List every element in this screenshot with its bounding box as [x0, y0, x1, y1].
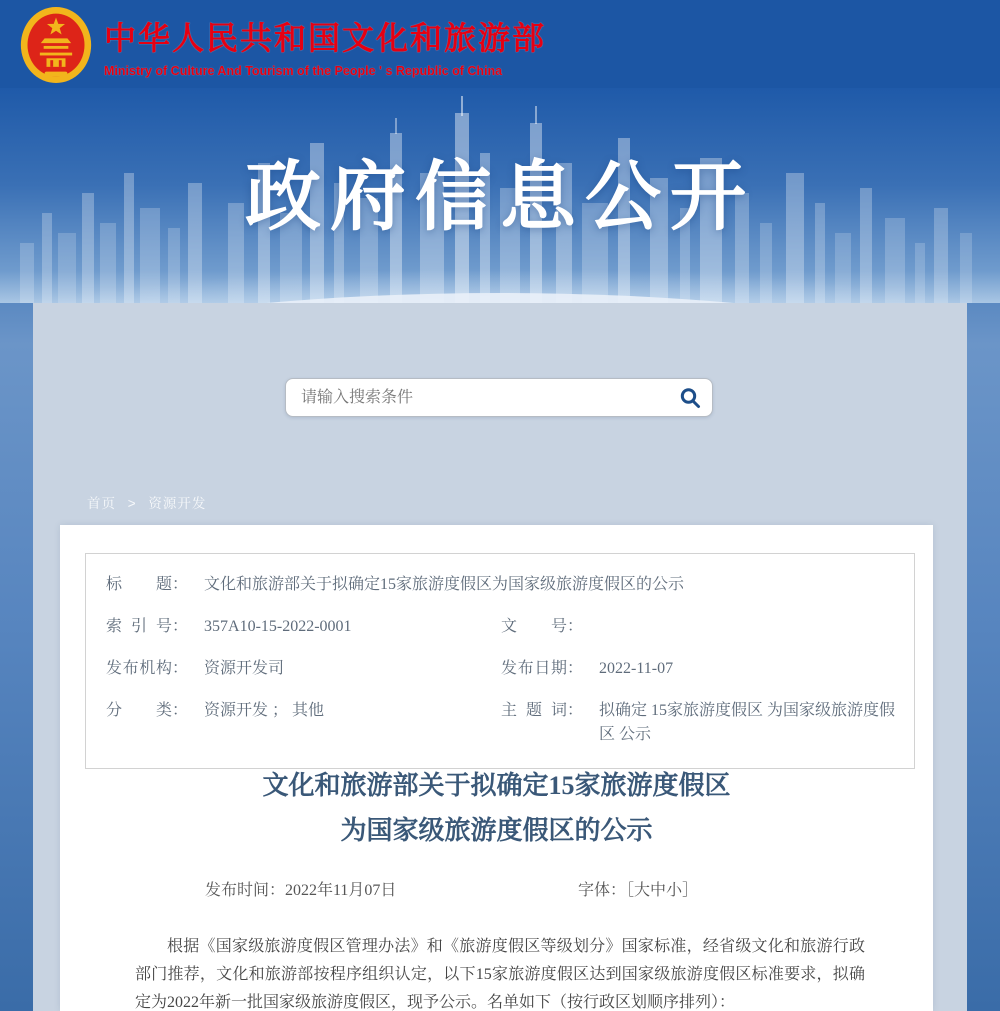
- article-body-paragraph: 根据《国家级旅游度假区管理办法》和《旅游度假区等级划分》国家标准，经省级文化和旅游行政部门推荐，文化和旅游部按程序组织认定，以下15家旅游度假区达到国家级旅游度假区标准要求，拟确定为2022年新一批国家级旅游度假区，现予公示。名单如下（按行政区划顺序排列）：: [135, 938, 865, 1011]
- index-number-value: 357A10-15-2022-0001: [204, 618, 352, 635]
- gov-info-banner: [0, 88, 1000, 303]
- colon: ：: [172, 660, 189, 677]
- content-panel: [33, 303, 967, 1011]
- national-emblem-icon: [18, 5, 94, 85]
- colon: ：: [172, 618, 189, 635]
- bracket-open: ［: [626, 882, 635, 899]
- breadcrumb-current-link[interactable]: 资源开发: [148, 496, 207, 511]
- breadcrumb: [87, 492, 206, 512]
- article-title-line2: 为国家级旅游度假区的公示: [340, 816, 653, 845]
- font-size-widget: [578, 877, 698, 900]
- ministry-name-en: Ministry of Culture And Tourism of the People ' s Republic of China: [104, 64, 503, 78]
- font-size-large-button[interactable]: 大: [634, 882, 651, 899]
- publish-date-label: 发布日期: [501, 660, 567, 677]
- breadcrumb-separator: >: [127, 496, 137, 511]
- site-header: [0, 0, 1000, 88]
- publisher-value: 资源开发司: [204, 660, 285, 677]
- font-size-small-button[interactable]: 小: [666, 882, 683, 899]
- bracket-close: ］: [682, 882, 699, 899]
- ministry-name-cn: 中华人民共和国文化和旅游部: [104, 20, 547, 56]
- category-label: 分类: [106, 702, 172, 719]
- doc-number-label: 文号: [501, 618, 567, 635]
- publish-time: [205, 877, 396, 900]
- colon: ：: [567, 702, 584, 719]
- table-row: [86, 690, 914, 756]
- colon: ：: [172, 702, 189, 719]
- search-box: [285, 378, 713, 417]
- article-title-line1: 文化和旅游部关于拟确定15家旅游度假区: [262, 771, 731, 800]
- colon: ：: [172, 576, 189, 593]
- publisher-label: 发布机构: [106, 660, 172, 677]
- font-size-label: 字体：: [578, 882, 627, 899]
- doc-number-cell: [481, 606, 914, 648]
- subject-words-cell: [481, 690, 914, 756]
- category-cell: [86, 690, 481, 756]
- search-input[interactable]: [286, 379, 668, 416]
- publish-time-label: 发布时间：: [205, 882, 286, 899]
- table-row: [86, 564, 914, 606]
- title-cell: [86, 564, 914, 606]
- search-icon: [678, 386, 702, 410]
- article-card: [60, 525, 933, 1011]
- table-row: [86, 648, 914, 690]
- publisher-cell: [86, 648, 481, 690]
- publish-date-cell: [481, 648, 914, 690]
- index-number-label: 索引号: [106, 618, 172, 635]
- publish-date-value: 2022-11-07: [599, 660, 674, 677]
- header-titles: [104, 13, 546, 78]
- title-value: 文化和旅游部关于拟确定15家旅游度假区为国家级旅游度假区的公示: [204, 576, 685, 593]
- subject-words-label: 主题词: [501, 702, 567, 719]
- article-meta: [60, 877, 933, 907]
- table-row: [86, 606, 914, 648]
- colon: ：: [567, 618, 584, 635]
- index-number-cell: [86, 606, 481, 648]
- title-label: 标题: [106, 576, 172, 593]
- breadcrumb-home-link[interactable]: 首页: [87, 496, 116, 511]
- page-title: 政府信息公开: [245, 155, 755, 240]
- article-title: [60, 763, 933, 853]
- search-button[interactable]: [668, 379, 712, 416]
- colon: ：: [567, 660, 584, 677]
- document-info-table: [85, 553, 915, 769]
- font-size-medium-button[interactable]: 中: [650, 882, 667, 899]
- publish-time-value: 2022年11月07日: [285, 882, 397, 899]
- category-value: 资源开发 ； 其他: [204, 702, 325, 719]
- subject-words-value: 拟确定 15家旅游度假区 为国家级旅游度假区 公示: [599, 702, 896, 743]
